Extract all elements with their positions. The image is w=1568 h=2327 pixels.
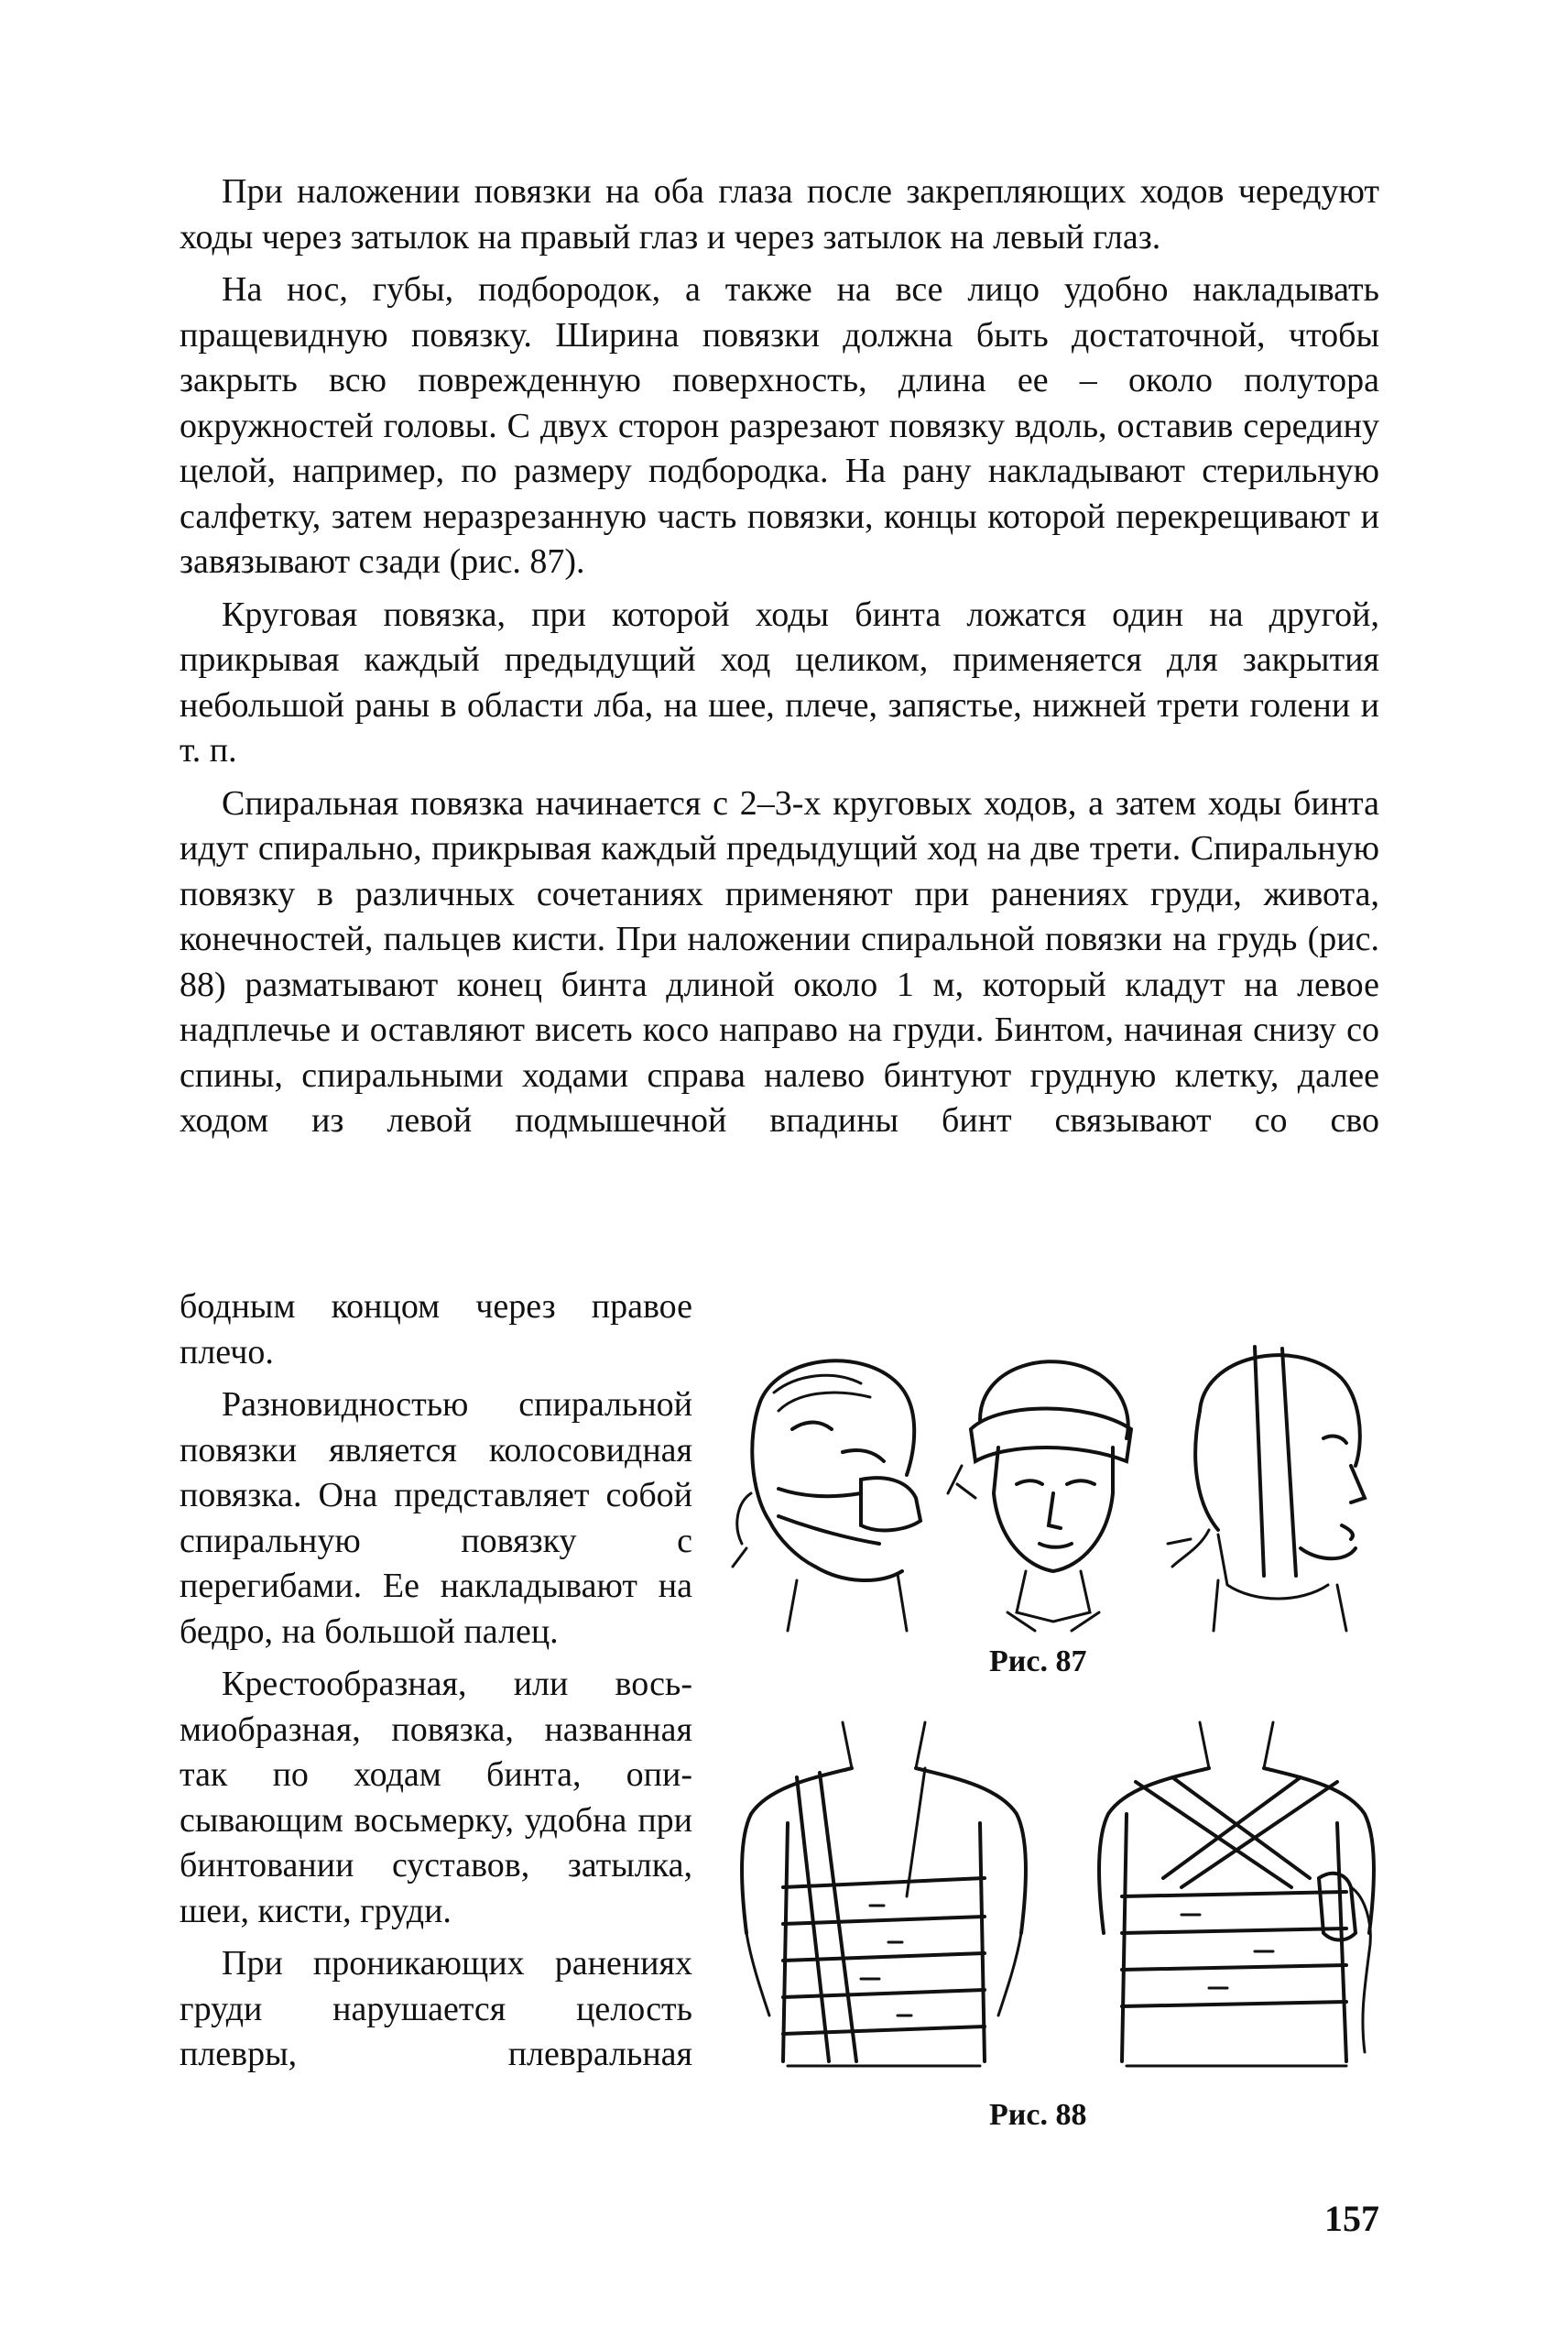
head-1-drawing [733, 1360, 920, 1631]
paragraph-spiral-bandage: Спиральная повязка начинается с 2–3-х круговых ходов, а затем ходы бинта идут спирально, прикрывая каждый предыдущий ход на две трети. Спиральную повязку в различных сочетаниях применяют при ранениях груди, живота, конечностей, пальцев кисти. При наложении спиральной повязки на грудь (рис. 88) разматывают конец бинта длиной около 1 м, который кладут на левое надплечье и оставляют висеть косо направо на груди. Бинтом, начиная снизу со спины, спиральными ходами справа налево бинтуют грудную клетку, далее ходом из левой подмышечной впадины бинт связывают со сво [180, 783, 1379, 1140]
figure-87-illustration [724, 1338, 1383, 1640]
paragraph-spiral-bandage-end: бодным концом через правое плечо. [180, 1287, 692, 1371]
paragraph-spica-bandage: Разновидностью спиральной повязки является колосовидная повязка. Она представляет собой спиральную повязку с перегибами. Ее накладывают на бедро, на большой палец. [180, 1385, 692, 1651]
page-number: 157 [1324, 2198, 1379, 2239]
paragraph-penetrating-wounds: При проникающих ранениях груди нарушается целость плевры, плевральная [180, 1944, 692, 2073]
left-text-column [180, 1284, 692, 2085]
paragraph-figure-eight-bandage: Крестообразная, или восьмиобразная, повязка, названная так по ходам бинта, описывающим восьмерку, удобна при бинтовании суставов, затылка, шеи, кисти, груди. [180, 1665, 692, 1930]
head-2-drawing [948, 1361, 1131, 1631]
torso-back-drawing [1099, 1722, 1374, 2066]
paragraph-sling-bandage: На нос, губы, подбородок, а также на все лицо удобно накладывать пращевидную повязку. Ширина повязки должна быть достаточной, чтобы закрыть всю поврежденную поверхность, длина ее – около полутора окружностей головы. С двух сторон разрезают повязку вдоль, оставив середину целой, например, по размеру подбородка. На рану накладывают стерильную салфетку, затем неразрезанную часть повязки, концы которой перекрещивают и завязывают сзади (рис. 87). [180, 270, 1379, 581]
figure-88-caption: Рис. 88 [989, 2098, 1087, 2132]
figure-87-caption: Рис. 87 [989, 1644, 1087, 1678]
figure-88-illustration [733, 1713, 1392, 2080]
main-text-column [180, 169, 1379, 1152]
paragraph-circular-bandage: Круговая повязка, при которой ходы бинта ложатся один на другой, прикрывая каждый предыдущий ход целиком, применяется для закрытия небольшой раны в области лба, на шее, плече, запястье, нижней трети голени и т. п. [180, 595, 1379, 770]
torso-front-drawing [742, 1722, 1026, 2066]
paragraph-eyes-bandage: При наложении повязки на оба глаза после закрепляющих ходов чередуют ходы через затылок на правый глаз и через затылок на левый глаз. [180, 172, 1379, 257]
head-3-drawing [1168, 1347, 1365, 1631]
